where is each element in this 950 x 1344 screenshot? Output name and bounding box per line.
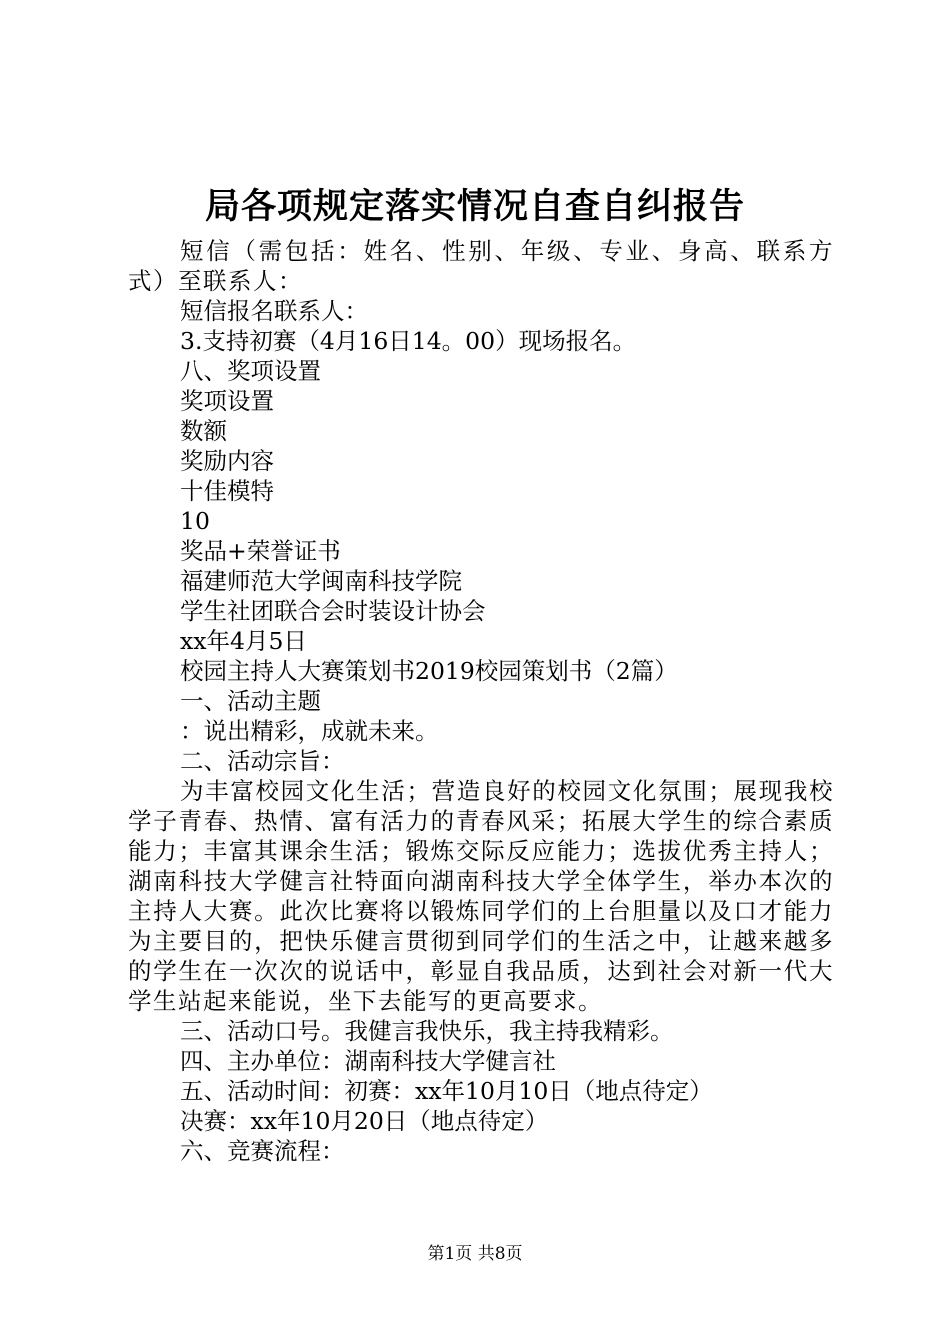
table-cell-top-ten-models: 十佳模特 xyxy=(180,477,274,505)
document-date: xx年4月5日 xyxy=(180,627,307,655)
document-body xyxy=(128,236,834,1166)
paragraph-purpose-text: 为丰富校园文化生活；营造良好的校园文化氛围；展现我校学子青春、热情、富有活力的青春风采；拓展大学生的综合素质能力；丰富其课余生活；锻炼交际反应能力；选拔优秀主持人；湖南科技大学健言社特面向湖南科技大学全体学生，举办本次的主持人大赛。此次比赛将以锻炼同学们的上台胆量以及口才能力为主要目的，把快乐健言贯彻到同学们的生活之中，让越来越多的学生在一次次的说话中，彰显自我品质，达到社会对新一代大学生站起来能说，坐下去能写的更高要求。 xyxy=(128,777,834,1015)
organizer-school: 福建师范大学闽南科技学院 xyxy=(180,567,462,595)
paragraph-organizer: 四、主办单位：湖南科技大学健言社 xyxy=(180,1047,556,1075)
page-footer: 第1页 共8页 xyxy=(427,1244,523,1264)
paragraph-final-time: 决赛：xx年10月20日（地点待定） xyxy=(180,1107,549,1135)
paragraph-theme-text: ：说出精彩，成就未来。 xyxy=(180,717,439,745)
table-cell-quantity: 数额 xyxy=(180,417,227,445)
heading-activity-theme: 一、活动主题 xyxy=(180,687,321,715)
heading-competition-process: 六、竞赛流程： xyxy=(180,1137,345,1165)
section-title-host-contest: 校园主持人大赛策划书2019校园策划书（2篇） xyxy=(180,657,678,685)
paragraph-sms-info: 短信（需包括：姓名、性别、年级、专业、身高、联系方式）至联系人： xyxy=(128,237,834,295)
paragraph-sms-contact: 短信报名联系人： xyxy=(180,297,368,325)
paragraph-slogan: 三、活动口号。我健言我快乐，我主持我精彩。 xyxy=(180,1017,674,1045)
document-title: 局各项规定落实情况自查自纠报告 xyxy=(204,186,745,227)
table-cell-reward-content: 奖励内容 xyxy=(180,447,274,475)
heading-activity-purpose: 二、活动宗旨： xyxy=(180,747,345,775)
organizer-association: 学生社团联合会时装设计协会 xyxy=(180,597,486,625)
table-cell-award-setting: 奖项设置 xyxy=(180,387,274,415)
paragraph-activity-time: 五、活动时间：初赛：xx年10月10日（地点待定） xyxy=(180,1077,713,1105)
table-cell-count: 10 xyxy=(180,507,210,535)
heading-awards: 八、奖项设置 xyxy=(180,357,321,385)
paragraph-onsite-registration: 3.支持初赛（4月16日14。00）现场报名。 xyxy=(180,327,637,355)
table-cell-prize: 奖品+荣誉证书 xyxy=(180,537,341,565)
